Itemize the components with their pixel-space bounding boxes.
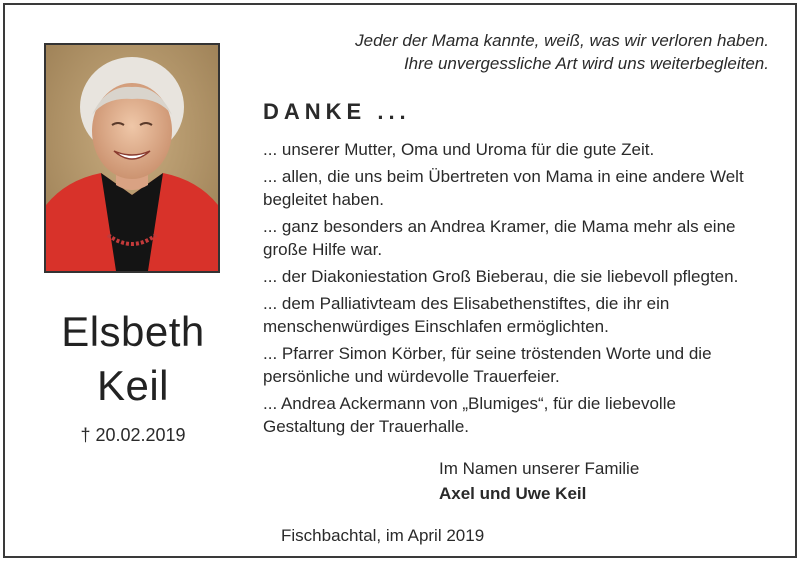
quote-line-2: Ihre unvergessliche Art wird uns weiterbegleiten. (403, 54, 769, 73)
place-date: Fischbachtal, im April 2019 (281, 526, 485, 545)
thanks-line: Gestaltung der Trauerhalle. (263, 417, 470, 436)
thanks-item (263, 292, 783, 338)
closing-block (439, 456, 639, 506)
thanks-line: ... unserer Mutter, Oma und Uroma für die gute Zeit. (263, 140, 655, 159)
thanks-line: begleitet haben. (263, 190, 384, 209)
obituary-notice (3, 3, 797, 558)
thanks-line: ... dem Palliativteam des Elisabethenstiftes, die ihr ein (263, 294, 670, 313)
thanks-item (263, 215, 783, 261)
thanks-list (263, 138, 783, 442)
thanks-line: ... ganz besonders an Andrea Kramer, die Mama mehr als eine (263, 217, 736, 236)
memorial-quote (355, 29, 769, 75)
last-name: Keil (96, 362, 170, 409)
thanks-line: menschenwürdiges Einschlafen ermöglichten. (263, 317, 609, 336)
thanks-item (263, 342, 783, 388)
thanks-item (263, 265, 783, 288)
thanks-line: große Hilfe war. (263, 240, 383, 259)
quote-line-1: Jeder der Mama kannte, weiß, was wir verloren haben. (355, 31, 769, 50)
thanks-line: ... Pfarrer Simon Körber, für seine tröstenden Worte und die (263, 344, 712, 363)
thanks-item (263, 165, 783, 211)
portrait-photo (44, 43, 220, 273)
closing-line: Im Namen unserer Familie (439, 459, 640, 478)
signature: Axel und Uwe Keil (439, 484, 587, 503)
thanks-item (263, 138, 783, 161)
first-name: Elsbeth (61, 308, 205, 355)
thanks-line: ... der Diakoniestation Groß Bieberau, die sie liebevoll pflegten. (263, 267, 739, 286)
thanks-item (263, 392, 783, 438)
death-date: † 20.02.2019 (80, 425, 186, 445)
thanks-line: ... Andrea Ackermann von „Blumiges“, für die liebevolle (263, 394, 676, 413)
thanks-line: persönliche und würdevolle Trauerfeier. (263, 367, 560, 386)
thanks-line: ... allen, die uns beim Übertreten von Mama in eine andere Welt (263, 167, 744, 186)
thanks-heading: DANKE ... (263, 99, 411, 124)
